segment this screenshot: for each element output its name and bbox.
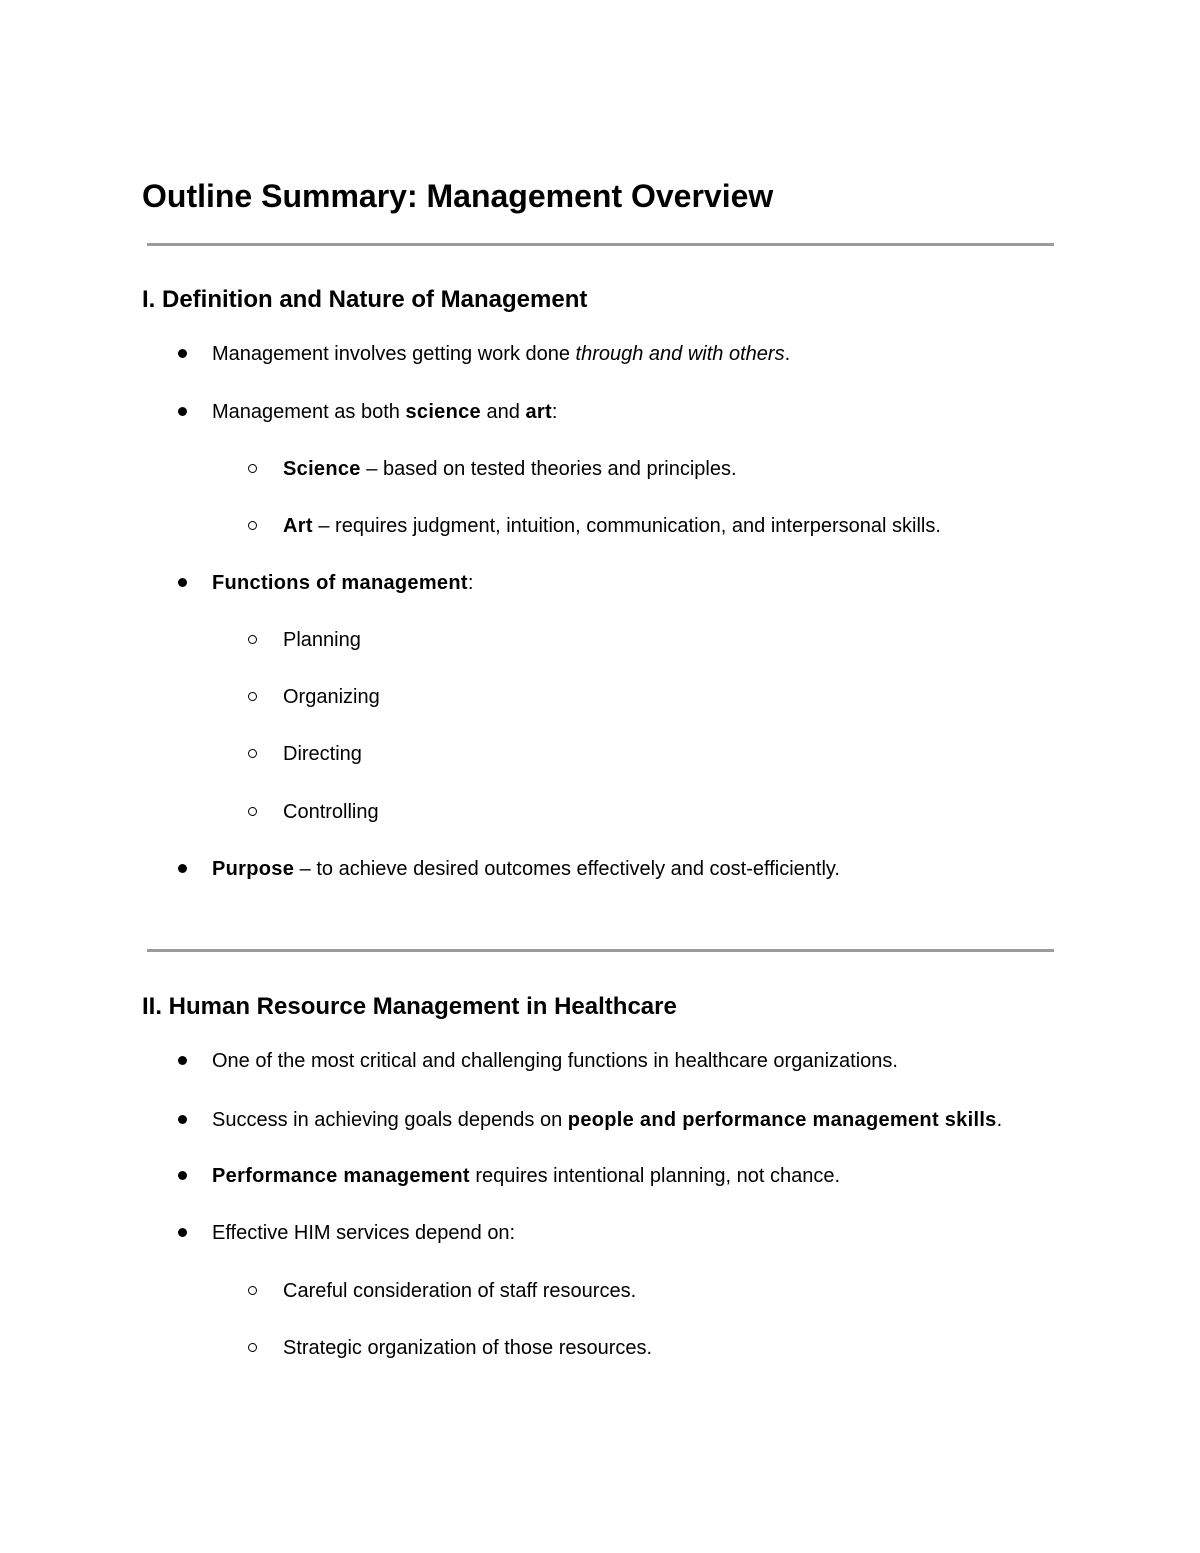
item-text: requires intentional planning, not chance. <box>469 1165 841 1187</box>
item-text: . <box>784 343 791 365</box>
item-text: Effective HIM services depend on: <box>212 1222 516 1244</box>
bullet-icon <box>178 1056 187 1065</box>
bullet-icon <box>178 864 187 873</box>
bullet-icon <box>178 578 187 587</box>
bullet-icon <box>178 407 187 416</box>
list-item <box>212 399 557 425</box>
hollow-bullet-icon <box>248 807 257 816</box>
bullet-icon <box>178 1228 187 1237</box>
item-italic-text: through and with others <box>575 343 785 365</box>
sub-list-item <box>283 741 362 767</box>
item-bold-text: people and performance management skills <box>567 1109 997 1131</box>
item-text: – to achieve desired outcomes effectively and cost-efficiently. <box>294 858 840 880</box>
item-bold-text: Science <box>283 458 361 480</box>
function-controlling: Controlling <box>283 801 379 823</box>
item-text: : <box>551 401 558 423</box>
bullet-icon <box>178 1115 187 1124</box>
item-bold-text: Performance management <box>212 1165 470 1187</box>
item-bold-text: Purpose <box>212 858 295 880</box>
hollow-bullet-icon <box>248 1343 257 1352</box>
item-text: Careful consideration of staff resources. <box>283 1280 637 1302</box>
item-bold-text: art <box>525 401 552 423</box>
horizontal-rule-top <box>147 243 1054 246</box>
item-text: and <box>480 401 526 423</box>
hollow-bullet-icon <box>248 692 257 701</box>
item-text: . <box>996 1109 1003 1131</box>
sub-list-item <box>283 684 380 710</box>
section-1-heading: I. Definition and Nature of Management <box>142 286 588 313</box>
horizontal-rule-middle <box>147 949 1054 952</box>
hollow-bullet-icon <box>248 1286 257 1295</box>
function-directing: Directing <box>283 743 362 765</box>
list-item <box>212 856 840 882</box>
item-text: Management as both <box>212 401 406 423</box>
item-bold-text: Functions of management <box>212 572 468 594</box>
list-item <box>212 1107 1002 1133</box>
sub-list-item <box>283 456 737 482</box>
sub-list-item <box>283 513 941 539</box>
sub-list-item <box>283 1278 636 1304</box>
item-text: Success in achieving goals depends on <box>212 1109 568 1131</box>
item-bold-text: science <box>405 401 481 423</box>
item-text: : <box>467 572 474 594</box>
hollow-bullet-icon <box>248 464 257 473</box>
item-text: – based on tested theories and principles. <box>360 458 737 480</box>
function-organizing: Organizing <box>283 686 380 708</box>
item-text: Management involves getting work done <box>212 343 576 365</box>
list-item <box>212 570 473 596</box>
bullet-icon <box>178 1171 187 1180</box>
sub-list-item <box>283 627 361 653</box>
section-2-heading: II. Human Resource Management in Healthcare <box>142 993 677 1020</box>
list-item <box>212 1220 515 1246</box>
document-title: Outline Summary: Management Overview <box>142 178 774 214</box>
hollow-bullet-icon <box>248 749 257 758</box>
sub-list-item <box>283 1335 652 1361</box>
list-item <box>212 1048 898 1074</box>
item-text: One of the most critical and challenging functions in healthcare organizations. <box>212 1050 898 1072</box>
hollow-bullet-icon <box>248 635 257 644</box>
item-text: Strategic organization of those resources. <box>283 1337 653 1359</box>
bullet-icon <box>178 349 187 358</box>
sub-list-item <box>283 799 379 825</box>
item-bold-text: Art <box>283 515 313 537</box>
hollow-bullet-icon <box>248 521 257 530</box>
function-planning: Planning <box>283 629 361 651</box>
list-item <box>212 341 790 367</box>
item-text: – requires judgment, intuition, communication, and interpersonal skills. <box>312 515 941 537</box>
list-item <box>212 1163 840 1189</box>
